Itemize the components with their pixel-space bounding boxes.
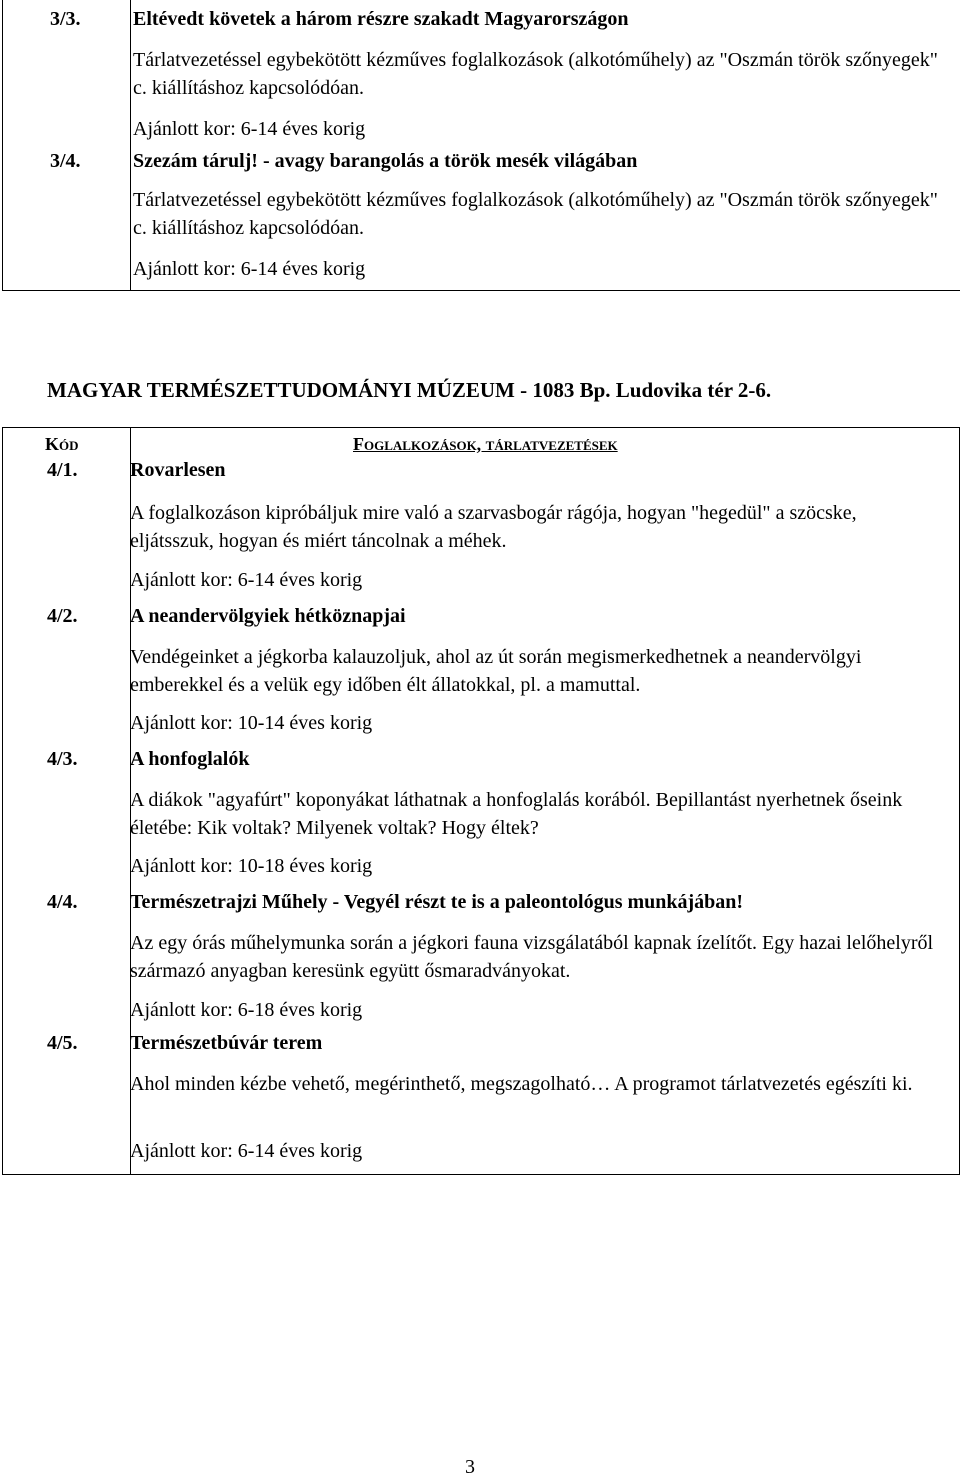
program-title: Rovarlesen [130, 459, 226, 481]
program-title: Természetrajzi Műhely - Vegyél részt te is a paleontológus munkájában! [130, 891, 744, 913]
program-code: 4/3. [47, 748, 78, 770]
program-code: 4/1. [47, 459, 78, 481]
recommended-age: Ajánlott kor: 10-18 éves korig [130, 855, 373, 877]
recommended-age: Ajánlott kor: 6-14 éves korig [130, 569, 363, 591]
program-code: 3/4. [50, 150, 81, 172]
recommended-age: Ajánlott kor: 10-14 éves korig [130, 712, 373, 734]
program-code: 4/5. [47, 1032, 78, 1054]
column-header-code: Kód [45, 434, 79, 454]
museum-heading: MAGYAR TERMÉSZETTUDOMÁNYI MÚZEUM - 1083 Bp. Ludovika tér 2-6. [47, 378, 772, 402]
program-code: 4/2. [47, 605, 78, 627]
program-code: 3/3. [50, 8, 81, 30]
column-divider [130, 0, 131, 291]
program-title: A honfoglalók [130, 748, 250, 770]
column-header-programs: Foglalkozások, tárlatvezetések [353, 434, 618, 454]
recommended-age: Ajánlott kor: 6-14 éves korig [133, 118, 366, 140]
recommended-age: Ajánlott kor: 6-18 éves korig [130, 999, 363, 1021]
program-title: Eltévedt követek a három részre szakadt Magyarországon [133, 8, 629, 30]
program-table-continued [2, 0, 960, 291]
program-description: Tárlatvezetéssel egybekötött kézműves foglalkozások (alkotóműhely) az "Oszmán török szőnyegek" c. kiállításhoz kapcsolódóan. [133, 49, 938, 99]
program-title: A neandervölgyiek hétköznapjai [130, 605, 406, 627]
program-description: Ahol minden kézbe vehető, megérinthető, megszagolható… A programot tárlatvezetés egészíti ki. [130, 1073, 913, 1095]
program-title: Természetbúvár terem [130, 1032, 323, 1054]
program-description: Az egy órás műhelymunka során a jégkori fauna vizsgálatából kapnak ízelítőt. Egy hazai lelőhelyről származó anyagban keresünk együtt ősmaradványokat. [130, 932, 934, 982]
program-title: Szezám tárulj! - avagy barangolás a török mesék világában [133, 150, 638, 172]
recommended-age: Ajánlott kor: 6-14 éves korig [133, 258, 366, 280]
recommended-age: Ajánlott kor: 6-14 éves korig [130, 1140, 363, 1162]
program-code: 4/4. [47, 891, 78, 913]
program-description: A foglalkozáson kipróbáljuk mire való a szarvasbogár rágója, hogyan "hegedül" a szöcske, eljátsszuk, hogyan és miért táncolnak a méhek. [130, 502, 857, 552]
program-description: Vendégeinket a jégkorba kalauzoljuk, ahol az út során megismerkedhetnek a neandervölgyi emberekkel és a velük egy időben élt állatokkal, pl. a mamuttal. [130, 646, 862, 696]
program-description: Tárlatvezetéssel egybekötött kézműves foglalkozások (alkotóműhely) az "Oszmán török szőnyegek" c. kiállításhoz kapcsolódóan. [133, 189, 938, 239]
program-description: A diákok "agyafúrt" koponyákat láthatnak a honfoglalás korából. Bepillantást nyerhetnek őseink életébe: Kik voltak? Milyenek voltak? Hogy éltek? [130, 789, 903, 839]
page-number: 3 [465, 1456, 475, 1478]
